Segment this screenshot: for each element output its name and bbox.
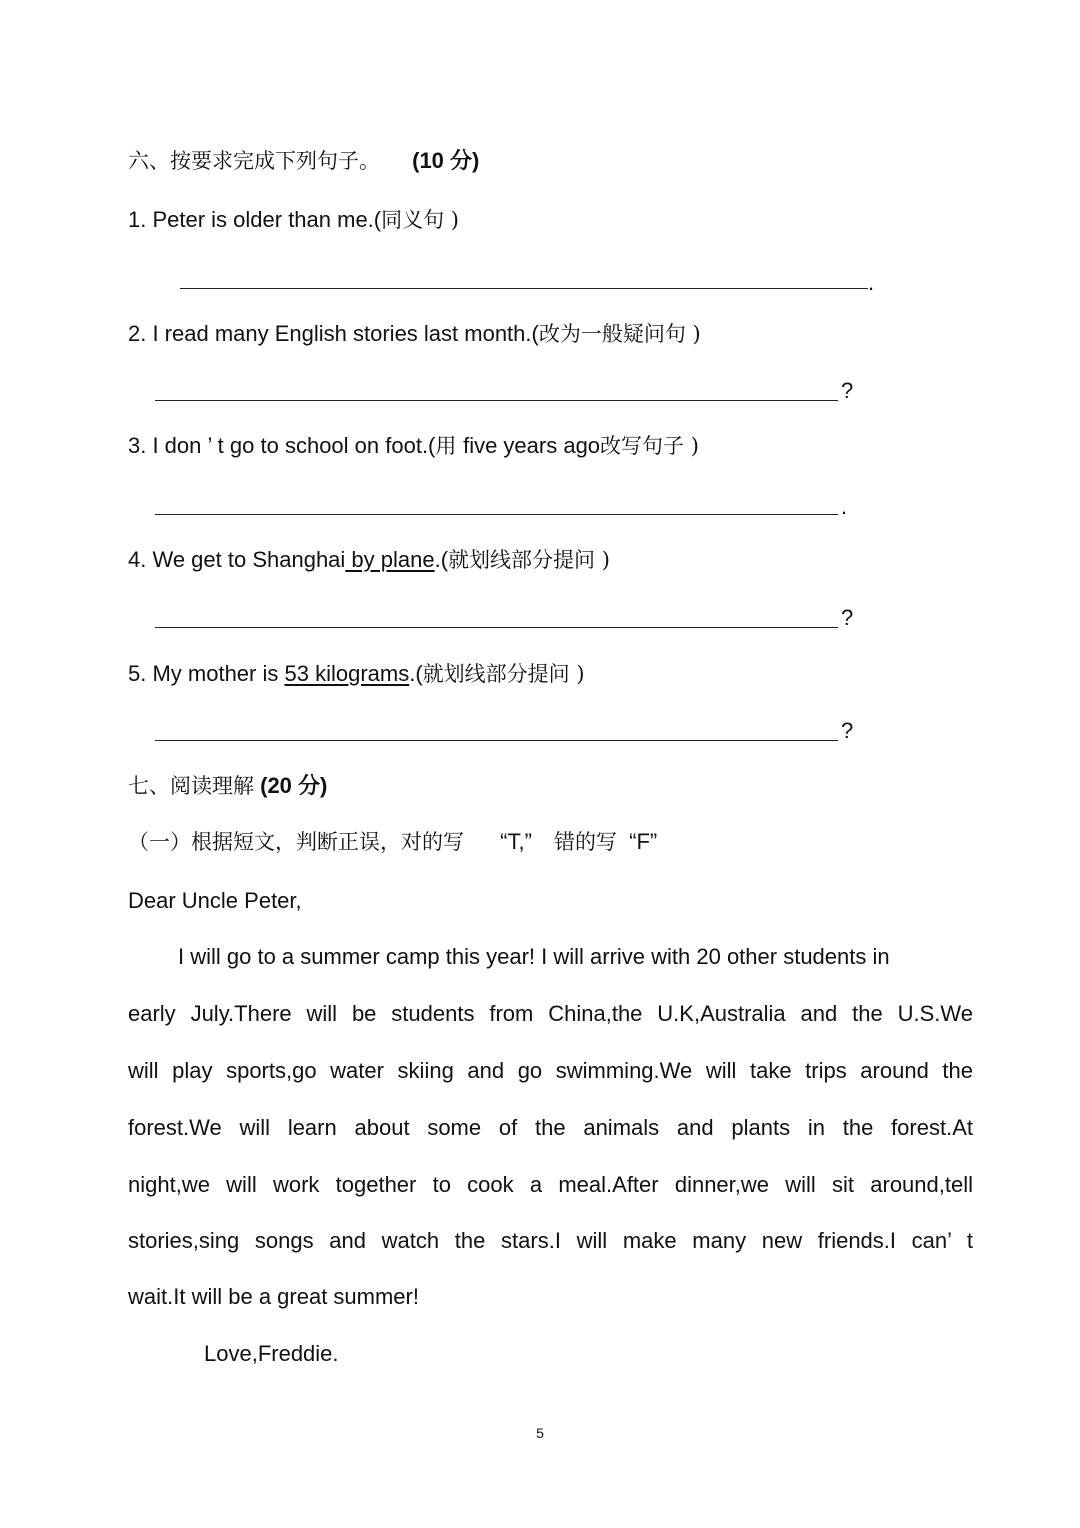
question-2 (128, 319, 701, 349)
question-2-text: 2. I read many English stories last month.( (128, 321, 539, 346)
answer-line-3[interactable] (155, 514, 838, 515)
answer-3-end-mark: . (841, 494, 848, 519)
section-7-score: (20 分) (260, 773, 328, 798)
letter-line: I will go to a summer camp this year! I will arrive with 20 other students in (178, 944, 890, 969)
letter-greeting: Dear Uncle Peter, (128, 888, 302, 913)
answer-line-4[interactable] (155, 627, 838, 628)
section-6-title: 六、按要求完成下列句子。 (128, 149, 380, 173)
question-1-text: 1. Peter is older than me.( (128, 207, 382, 232)
question-2-instruction: 改为一般疑问句 ) (538, 322, 701, 346)
question-5-text: 5. My mother is (128, 661, 285, 686)
section-7-title: 七、阅读理解 (128, 774, 254, 798)
question-3 (128, 431, 699, 461)
letter-line: will play sports,go water skiing and go swimming.We will take trips around the (128, 1058, 973, 1083)
question-3-instruction-a: 用 (435, 434, 464, 458)
question-3-instruction-b: five years ago (463, 433, 601, 458)
question-1-instruction: 同义句 ) (381, 208, 459, 232)
letter-line: stories,sing songs and watch the stars.I will make many new friends.I can’ t (128, 1228, 973, 1253)
letter-line: forest.We will learn about some of the animals and plants in the forest.At (128, 1115, 973, 1140)
letter-line: night,we will work together to cook a meal.After dinner,we will sit around,tell (128, 1172, 973, 1197)
answer-line-5[interactable] (155, 740, 838, 741)
letter-line: early July.There will be students from China,the U.K,Australia and the U.S.We (128, 1001, 973, 1026)
question-4-text: 4. We get to Shanghai (128, 547, 346, 572)
question-4-underlined: by plane (345, 547, 435, 572)
question-1 (128, 205, 459, 235)
instruction-text-2: 错的写 (554, 830, 618, 854)
letter-line: wait.It will be a great summer! (128, 1284, 419, 1309)
question-5-underlined: 53 kilograms (284, 661, 410, 686)
page-number: 5 (536, 1425, 544, 1441)
question-4-text-post: .( (434, 547, 449, 572)
answer-1-end-mark: . (868, 270, 875, 295)
answer-line-1[interactable] (180, 288, 868, 289)
question-3-text: 3. I don ’ t go to school on foot.( (128, 433, 436, 458)
section-7-instruction (128, 827, 657, 857)
answer-4-end-mark: ? (841, 605, 854, 630)
question-4 (128, 545, 610, 575)
question-5-instruction: 就划线部分提问 ) (422, 662, 585, 686)
answer-2-end-mark: ? (841, 378, 854, 403)
question-4-instruction: 就划线部分提问 ) (448, 548, 610, 572)
question-5 (128, 659, 585, 689)
question-5-text-post: .( (409, 661, 423, 686)
section-7-heading (128, 771, 327, 801)
answer-5-end-mark: ? (841, 718, 854, 743)
instruction-text: （一）根据短文，判断正误，对的写 (128, 830, 464, 854)
true-mark: “T,” (500, 829, 532, 854)
letter-signoff: Love,Freddie. (204, 1341, 339, 1366)
section-6-score: (10 分) (412, 148, 480, 173)
question-3-instruction-c: 改写句子 ) (600, 434, 699, 458)
section-6-heading (128, 146, 479, 176)
answer-line-2[interactable] (155, 400, 838, 401)
false-mark: “F” (629, 829, 658, 854)
